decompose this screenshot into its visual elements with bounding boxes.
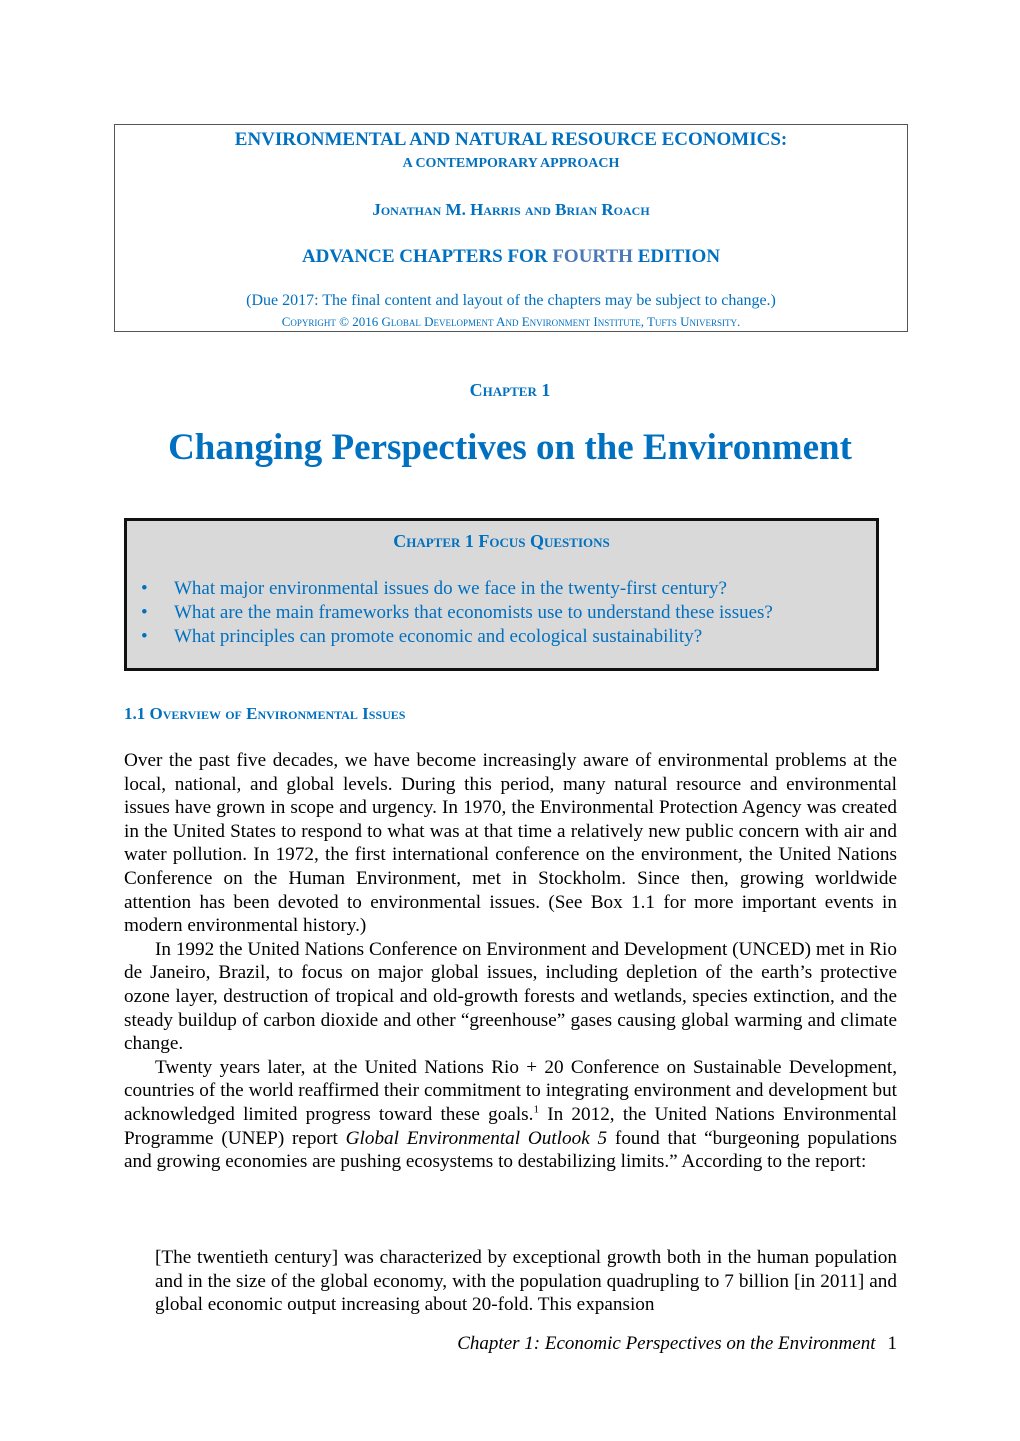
focus-questions-box [124, 518, 879, 671]
authors: Jonathan M. Harris and Brian Roach [372, 200, 650, 219]
question-text: What major environmental issues do we face in the twenty-first century? [174, 578, 727, 599]
bullet: • [141, 578, 148, 599]
chapter-title: Changing Perspectives on the Environment [168, 427, 852, 468]
text: found that “burgeoning populations and growing economies are pushing ecosystems to destabilizing limits.” According to the report: [124, 1127, 898, 1173]
book-subtitle: A CONTEMPORARY APPROACH [402, 156, 620, 171]
book-header-box [114, 124, 908, 332]
block-quote: [The twentieth century] was characterized by exceptional growth both in the human population and in the size of the global economy, with the population quadrupling to 7 billion [in 2011] and global economic output increasing about 20-fold. This expansion [155, 1247, 897, 1316]
list-item [127, 625, 773, 649]
text: Twenty years later, at the United Nations Rio + 20 Conference on Sustainable Development, countries of the world reaffirmed their commitment to integrating environment and development but acknowledged limited progress toward these goals. [124, 1056, 897, 1125]
list-item [127, 601, 773, 625]
edition-prefix: ADVANCE CHAPTERS FOR [301, 246, 553, 267]
book-title: ENVIRONMENTAL AND NATURAL RESOURCE ECONOMICS: [234, 129, 788, 150]
due-note: (Due 2017: The final content and layout of the chapters may be subject to change.) [246, 292, 776, 309]
focus-heading: Chapter 1 Focus Questions [393, 531, 610, 551]
edition-suffix: EDITION [632, 246, 721, 267]
copyright: Copyright © 2016 Global Development And Environment Institute, Tufts University. [281, 314, 741, 329]
bullet: • [141, 626, 148, 647]
page-footer [457, 1333, 897, 1355]
focus-questions-list [127, 577, 773, 649]
question-text: What principles can promote economic and ecological sustainability? [174, 626, 703, 647]
question-text: What are the main frameworks that economists use to understand these issues? [174, 602, 773, 623]
paragraph: Over the past five decades, we have become increasingly aware of environmental problems at the local, national, and global levels. During this period, many natural resource and environmental issues have grown in scope and urgency. In 1970, the Environmental Protection Agency was created in the United States to respond to what was at that time a relatively new public concern with air and water pollution. In 1972, the first international conference on the environment, the United Nations Conference on the Human Environment, met in Stockholm. Since then, growing worldwide attention has been devoted to environmental issues. (See Box 1.1 for more important events in modern environmental history.) [124, 750, 897, 937]
running-title: Chapter 1: Economic Perspectives on the Environment [457, 1333, 876, 1354]
body-text [124, 749, 897, 1174]
footnote-ref[interactable]: 1 [533, 1103, 539, 1116]
edition-fourth: FOURTH [552, 246, 633, 267]
page-number: 1 [887, 1333, 897, 1354]
paragraph [124, 1056, 897, 1174]
edition-note [115, 246, 907, 268]
paragraph: In 1992 the United Nations Conference on Environment and Development (UNCED) met in Rio de Janeiro, Brazil, to focus on major global issues, including depletion of the earth’s protective ozone layer, destruction of tropical and old-growth forests and wetlands, species extinction, and the steady buildup of carbon dioxide and other “greenhouse” gases causing global warming and climate change. [124, 938, 897, 1055]
text: In 2012, the United Nations Environmental Programme (UNEP) report [124, 1103, 897, 1149]
bullet: • [141, 602, 148, 623]
list-item [127, 577, 773, 601]
section-heading: 1.1 Overview of Environmental Issues [124, 704, 406, 723]
report-title: Global Environmental Outlook 5 [345, 1127, 608, 1149]
chapter-label: Chapter 1 [469, 380, 551, 400]
